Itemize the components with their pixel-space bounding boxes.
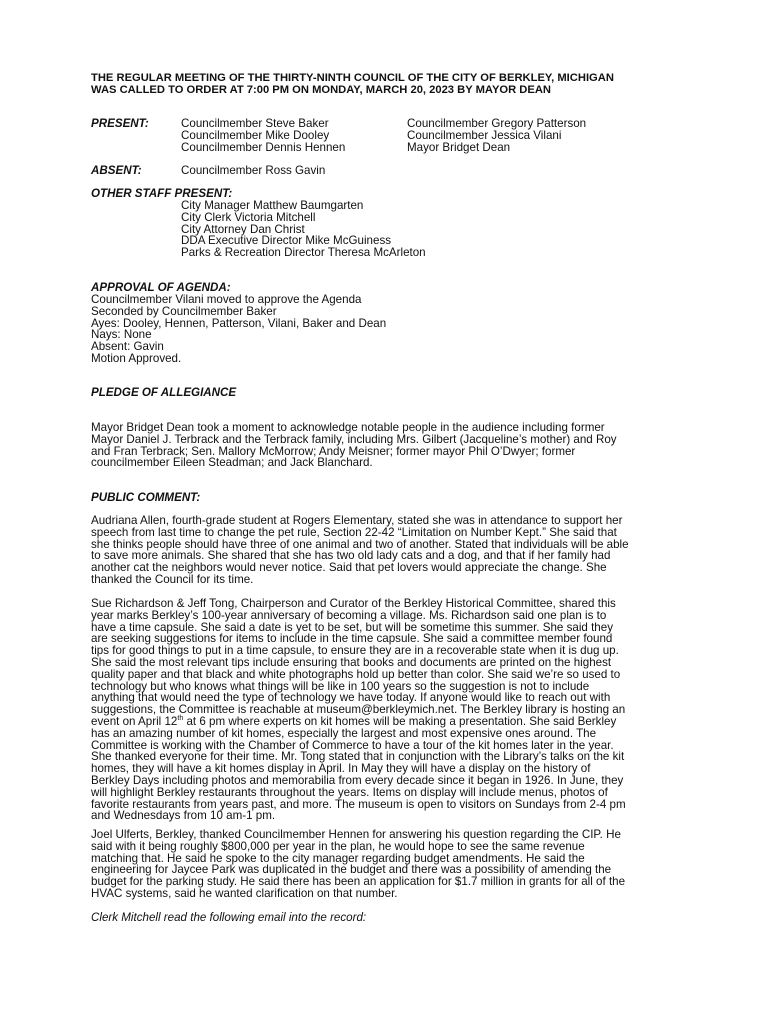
absent-label: ABSENT: [91,164,142,177]
present-name: Councilmember Mike Dooley [181,128,330,142]
paragraph-line: Committee is working with the Chamber of Commerce to have a tour of the kit homes later in the year. [91,738,614,752]
paragraph-line [91,716,691,728]
staff-name: Parks & Recreation Director Theresa McArleton [181,246,426,260]
paragraph-line: budget for the parking study. He said there has been an application for $1.7 million in grants for all of the [91,875,626,889]
paragraph-line: homes, they will have a kit homes display in April. In May they will have a display on the history of [91,762,591,776]
paragraph-line: are seeking suggestions for items to include in the time capsule. She said a committee member found [91,632,613,646]
comment-paragraph-allen [91,515,691,586]
meeting-title [91,72,711,96]
paragraph-line: She said the most relevant tips include ensuring that books and documents are printed on the highest [91,655,612,669]
paragraph-line: anything that would need the type of technology we have today. If anyone would like to reach out with [91,691,611,705]
present-name: Councilmember Dennis Hennen [181,140,346,154]
comment-paragraph-historical [91,598,691,822]
paragraph-line: engineering for Jaycee Park was duplicated in the budget and there was a possibility of amending the [91,863,612,877]
staff-name: DDA Executive Director Mike McGuiness [181,234,392,248]
agenda-line: Seconded by Councilmember Baker [91,304,277,318]
paragraph-line: councilmember Eileen Steadman; and Jack Blanchard. [91,456,373,470]
agenda-line: Motion Approved. [91,351,182,365]
paragraph-line: speech from last time to change the pet rule, Section 22-42 “Limitation on Number Kept.” She said that [91,525,617,539]
paragraph-line: favorite restaurants from years past, and more. The museum is open to visitors on Sundays from 2-4 pm [91,797,626,811]
agenda-line: Ayes: Dooley, Hennen, Patterson, Vilani, Baker and Dean [91,316,387,330]
agenda-heading: APPROVAL OF AGENDA: [91,281,231,294]
present-name: Councilmember Gregory Patterson [407,117,587,130]
absent-list [181,165,325,177]
paragraph-line: has an amazing number of kit homes, especially the largest and most expensive ones around. The [91,726,597,740]
paragraph-line: Audriana Allen, fourth-grade student at Rogers Elementary, stated she was in attendance to support her [91,514,623,527]
paragraph-line: said with it being roughly $800,000 per year in the plan, he would hope to see the same revenue [91,839,585,853]
paragraph-line: and Fran Terbrack; Sen. Mallory McMorrow; Andy Meisner; former mayor Phil O’Dwyer; former [91,444,576,458]
absent-name: Councilmember Ross Gavin [181,164,326,177]
paragraph-line: and Wednesdays from 10 am-1 pm. [91,809,276,823]
paragraph-line: she thinks people should have three of one animal and two of another. Stated that individuals will be able [91,537,629,551]
paragraph-line: Mayor Daniel J. Terbrack and the Terbrack family, including Mrs. Gilbert (Jacqueline’s mother) and Roy [91,432,617,446]
paragraph-line: Berkley Days including photos and memorabilia from every decade since it began in 1926. In June, they [91,773,624,787]
staff-list [181,200,426,259]
paragraph-line: thanked the Council for its time. [91,572,254,586]
paragraph-line: matching that. He said he spoke to the city manager regarding budget amendments. He said the [91,851,585,865]
agenda-line: Councilmember Vilani moved to approve the Agenda [91,293,362,306]
present-list-left [181,118,345,153]
staff-name: City Clerk Victoria Mitchell [181,210,316,224]
title-line-1: THE REGULAR MEETING OF THE THIRTY-NINTH COUNCIL OF THE CITY OF BERKLEY, MICHIGAN [91,72,614,84]
paragraph-line: tips for good things to put in a time capsule, to ensure they are in a recoverable state when it is dug up. [91,644,619,658]
paragraph-line: suggestions, the Committee is reachable at museum@berkleymich.net. The Berkley library is hosting an [91,703,626,717]
paragraph-line: Joel Ulferts, Berkley, thanked Councilmember Hennen for answering his question regarding the CIP. He [91,828,621,841]
event-text-cont: at 6 pm where experts on kit homes will be making a presentation. She said Berkley [183,714,617,728]
paragraph-line: have a time capsule. She said a date is yet to be set, but will be sometime this summer. She said they [91,620,613,634]
paragraph-line: technology but who knows what things will be like in 100 years so the suggestion is not to include [91,679,590,693]
event-text: event on April 12 [91,714,178,728]
paragraph-line: will highlight Berkley restaurants throughout the years. Items on display will include menus, photos of [91,785,608,799]
agenda-line: Nays: None [91,328,152,342]
acknowledge-paragraph [91,422,691,469]
pledge-heading: PLEDGE OF ALLEGIANCE [91,386,237,399]
present-name: Councilmember Steve Baker [181,117,329,130]
paragraph-line: Sue Richardson & Jeff Tong, Chairperson and Curator of the Berkley Historical Committee, shared this [91,597,616,610]
paragraph-line: HVAC systems, said he wanted clarification on that number. [91,886,398,900]
comment-paragraph-ulferts [91,829,691,900]
paragraph-line: She thanked everyone for their time. Mr. Tong stated that in conjunction with the Library’s talks on the kit [91,750,625,764]
staff-name: City Attorney Dan Christ [181,222,305,236]
present-name: Councilmember Jessica Vilani [407,128,562,142]
public-comment-heading: PUBLIC COMMENT: [91,491,201,504]
agenda-line: Absent: Gavin [91,340,164,354]
paragraph-line: Clerk Mitchell read the following email into the record: [91,911,367,924]
paragraph-line: year marks Berkley’s 100-year anniversary of becoming a village. Ms. Richardson said one plan is to [91,608,607,622]
staff-label: OTHER STAFF PRESENT: [91,187,233,200]
paragraph-line: Mayor Bridget Dean took a moment to acknowledge notable people in the audience including former [91,421,605,434]
present-label: PRESENT: [91,117,149,130]
present-name: Mayor Bridget Dean [407,140,511,154]
staff-name: City Manager Matthew Baumgarten [181,199,364,212]
present-list-right [407,118,586,153]
title-line-2: WAS CALLED TO ORDER AT 7:00 PM ON MONDAY, MARCH 20, 2023 BY MAYOR DEAN [91,84,552,96]
ordinal-suffix: th [177,715,184,723]
agenda-body [91,294,691,365]
paragraph-line: another cat the neighbors would never notice. Said that pet lovers would appreciate the change. She [91,561,607,575]
clerk-note [91,912,691,924]
paragraph-line: quality paper and that black and white photographs hold up better than color. She said we’re so used to [91,667,621,681]
paragraph-line: to save more animals. She shared that she has two old lady cats and a dog, and that if her family had [91,549,611,563]
